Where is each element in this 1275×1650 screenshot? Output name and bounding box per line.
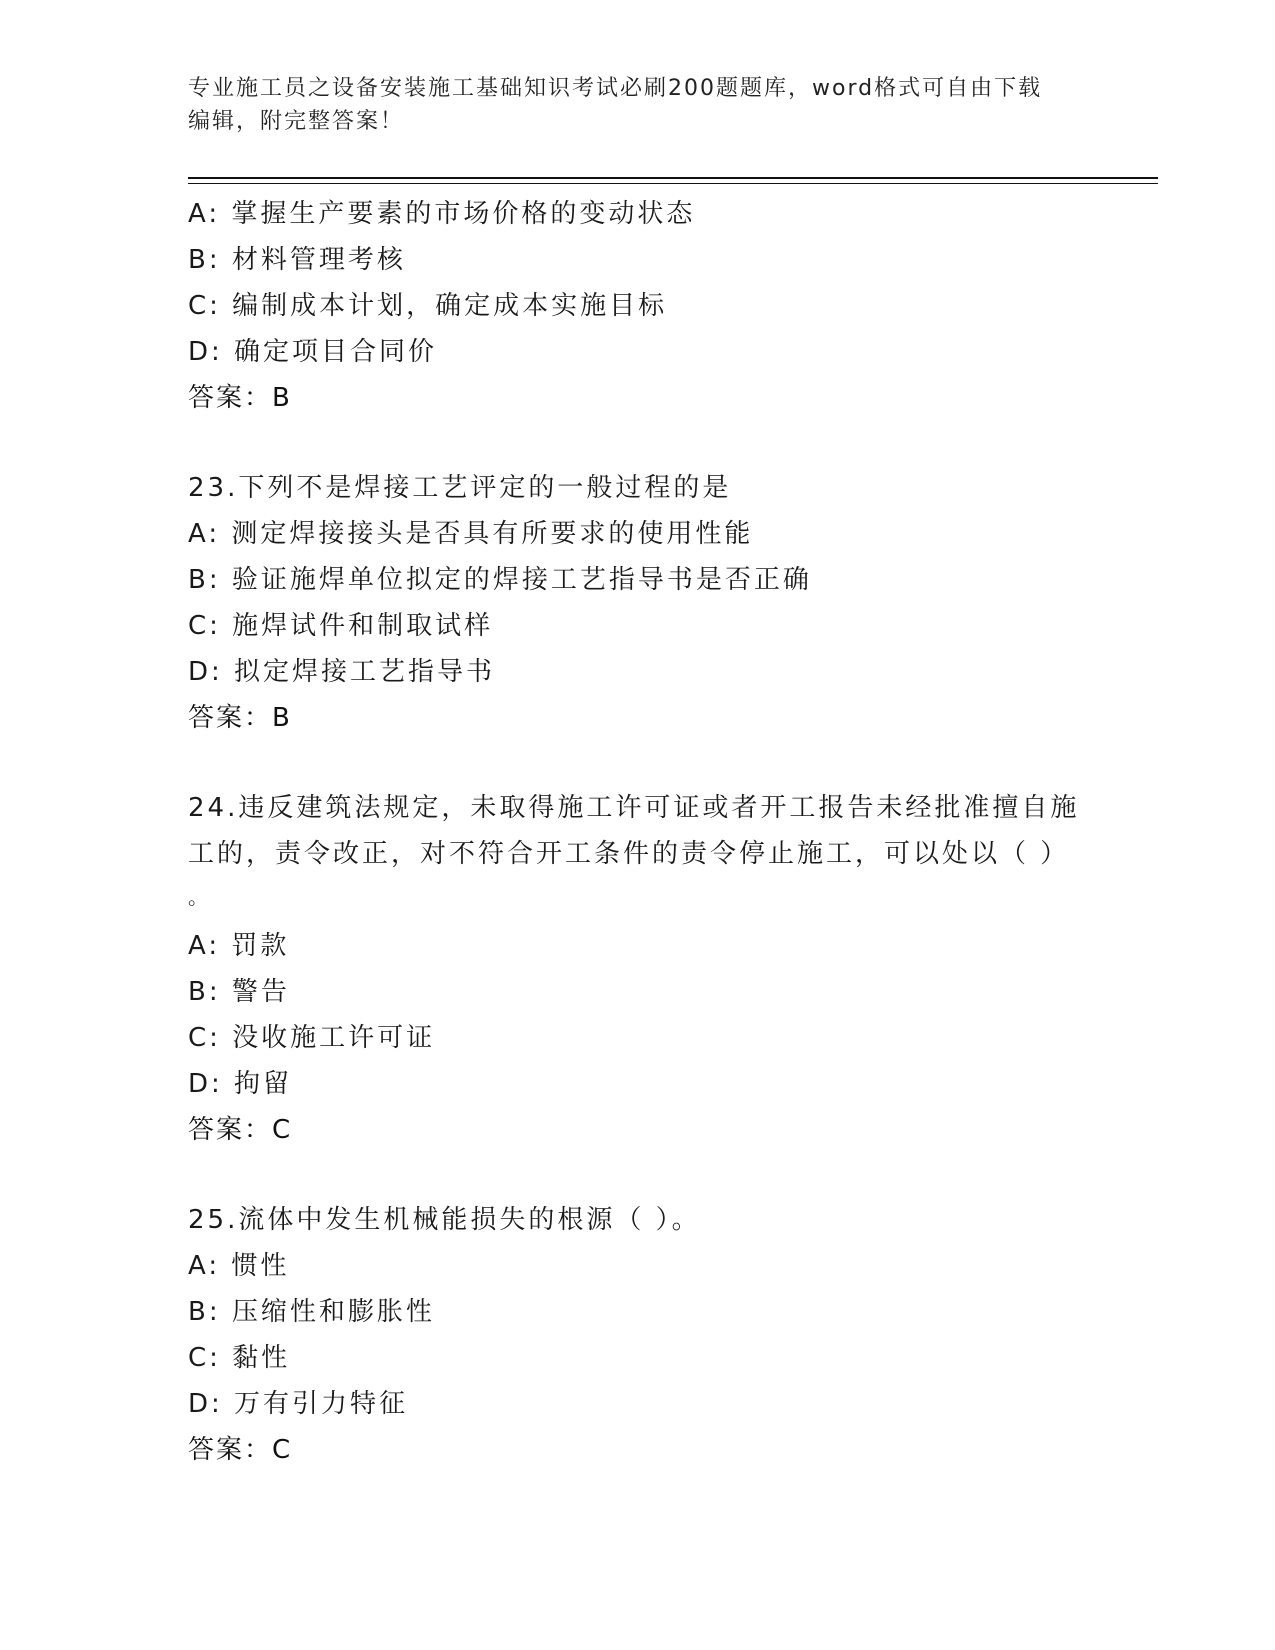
question-block — [188, 785, 1108, 1153]
answer-line: 答案：C — [188, 1435, 293, 1465]
option-b: B: 警告 — [188, 977, 290, 1007]
question-stem-line-1: 24.违反建筑法规定，未取得施工许可证或者开工报告未经批准擅自施 — [188, 793, 1080, 823]
option-a: A: 惯性 — [188, 1251, 290, 1281]
header-divider — [188, 177, 1158, 179]
question-block — [188, 1197, 1108, 1473]
option-a: A: 掌握生产要素的市场价格的变动状态 — [188, 199, 696, 229]
answer-line: 答案：B — [188, 703, 292, 733]
header-divider-thin — [188, 183, 1158, 184]
option-d: D: 拟定焊接工艺指导书 — [188, 657, 496, 687]
option-c: C: 编制成本计划，确定成本实施目标 — [188, 291, 668, 321]
spacer — [188, 741, 1108, 785]
option-d: D: 万有引力特征 — [188, 1389, 409, 1419]
document-header — [188, 72, 1088, 138]
option-d: D: 确定项目合同价 — [188, 337, 438, 367]
option-a: A: 罚款 — [188, 931, 290, 961]
spacer — [188, 421, 1108, 465]
header-title-line-1: 专业施工员之设备安装施工基础知识考试必刷200题题库，word格式可自由下载 — [188, 76, 1043, 101]
question-block — [188, 465, 1108, 741]
header-title-line-2: 编辑，附完整答案！ — [188, 109, 405, 134]
option-b: B: 验证施焊单位拟定的焊接工艺指导书是否正确 — [188, 565, 812, 595]
question-stem-line-2: 工的，责令改正，对不符合开工条件的责令停止施工，可以处以（ ） — [188, 839, 1070, 869]
question-stem: 23.下列不是焊接工艺评定的一般过程的是 — [188, 473, 732, 503]
question-stem: 25.流体中发生机械能损失的根源（ ）。 — [188, 1205, 701, 1235]
option-c: C: 没收施工许可证 — [188, 1023, 436, 1053]
option-b: B: 压缩性和膨胀性 — [188, 1297, 435, 1327]
option-a: A: 测定焊接接头是否具有所要求的使用性能 — [188, 519, 754, 549]
option-b: B: 材料管理考核 — [188, 245, 406, 275]
answer-line: 答案：B — [188, 383, 292, 413]
option-c: C: 黏性 — [188, 1343, 291, 1373]
question-stem-line-3: 。 — [188, 885, 211, 909]
answer-line: 答案：C — [188, 1115, 293, 1145]
question-block — [188, 191, 1108, 421]
option-d: D: 拘留 — [188, 1069, 293, 1099]
option-c: C: 施焊试件和制取试样 — [188, 611, 494, 641]
spacer — [188, 1153, 1108, 1197]
question-list — [188, 191, 1108, 1473]
